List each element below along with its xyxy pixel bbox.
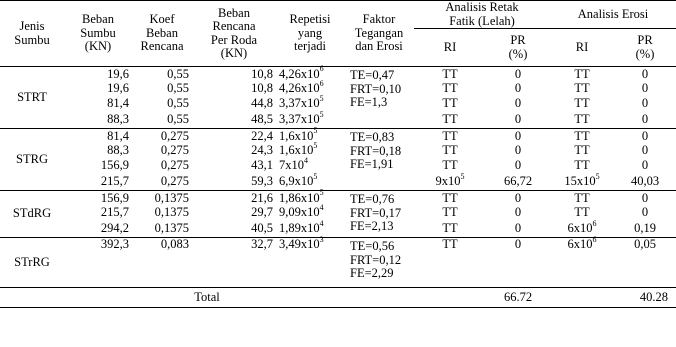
total-pr-retak: 66.72 [503,289,533,304]
total-row [0,288,676,308]
cell-ri-erosi: TT [574,66,590,81]
table-row [0,129,676,144]
cell-beban-sumbu: 81,4 [107,96,129,111]
cell-repetisi: $1,86x10^5$ [279,188,324,205]
cell-ri-retak: TT [442,81,458,96]
cell-pr-retak: 0 [514,190,522,205]
cell-pr-erosi: 0 [641,81,649,96]
cell-koef-beban: 0,55 [167,66,189,81]
cell-beban-sumbu: 156,9 [100,190,129,205]
cell-repetisi: $1,89x10^4$ [279,218,324,235]
cell-ri-retak: TT [442,205,458,220]
cell-beban-sumbu: 392,3 [100,237,129,251]
cell-koef-beban: 0,1375 [154,205,189,220]
cell-koef-beban: 0,55 [167,96,189,111]
cell-koef-beban: 0,1375 [154,190,189,205]
cell-beban-rencana: 29,7 [251,205,273,220]
cell-pr-erosi: 0 [641,143,649,158]
cell-koef-beban: 0,275 [160,158,189,173]
cell-ri-erosi: $6x10^6$ [567,218,597,235]
cell-beban-sumbu: 88,3 [107,143,129,158]
total-empty-ri-retak [414,288,486,308]
cell-beban-rencana: 24,3 [251,143,273,158]
table-row [0,67,676,82]
cell-repetisi: $4,26x10^6$ [279,64,324,81]
cell-ri-erosi: TT [574,81,590,96]
cell-koef-beban: 0,55 [167,112,189,126]
cell-ri-retak: TT [442,66,458,81]
cell-beban-sumbu: 19,6 [107,81,129,96]
cell-beban-rencana: 22,4 [251,128,273,143]
cell-ri-retak: TT [442,190,458,205]
cell-beban-rencana: 21,6 [251,190,273,205]
header-analisis-erosi: Analisis Erosi [550,1,676,29]
cell-pr-erosi: 0 [641,158,649,173]
cell-pr-retak: 0 [514,81,522,96]
cell-pr-retak: 0 [514,205,522,220]
cell-beban-rencana: 44,8 [251,96,273,111]
table-row [0,159,676,174]
cell-repetisi: $9,09x10^4$ [279,203,324,220]
axle-type: STRG [16,151,48,166]
cell-ri-erosi: TT [574,128,590,143]
axle-type: STRT [17,89,47,104]
cell-repetisi: $7x10^4$ [279,156,308,173]
cell-beban-sumbu: 215,7 [100,174,129,188]
cell-beban-sumbu: 294,2 [100,221,129,235]
cell-pr-erosi: 0 [641,128,649,143]
cell-ri-erosi: TT [574,143,590,158]
cell-koef-beban: 0,1375 [154,221,189,235]
cell-ri-erosi: TT [574,205,590,220]
cell-pr-retak: 0 [514,221,522,235]
cell-ri-retak: $9x10^5$ [435,171,465,188]
cell-beban-sumbu: 81,4 [107,128,129,143]
cell-beban-rencana: 32,7 [251,237,273,251]
cell-pr-retak: 0 [514,66,522,81]
total-pr-erosi: 40.28 [639,289,669,304]
total-label: Total [194,289,220,304]
cell-ri-erosi: TT [574,190,590,205]
cell-beban-sumbu: 88,3 [107,112,129,126]
cell-pr-retak: 0 [514,96,522,111]
header-jenis-sumbu: Jenis Sumbu [0,1,64,67]
cell-pr-retak: 0 [514,143,522,158]
cell-repetisi: $6,9x10^5$ [279,171,318,188]
cell-ri-erosi: TT [574,96,590,111]
cell-ri-retak: TT [442,112,458,126]
axle-type: STrRG [14,254,50,269]
cell-beban-rencana: 48,5 [251,112,273,126]
cell-beban-sumbu: 156,9 [100,158,129,173]
header-analisis-retak: Analisis Retak Fatik (Lelah) [414,1,550,29]
cell-ri-retak: TT [442,221,458,235]
cell-ri-erosi: $15x10^5$ [564,171,600,188]
cell-ri-erosi: $6x10^6$ [567,234,597,251]
table-row [0,97,676,112]
cell-faktor: TE=0,47 FRT=0,10 FE=1,3 [350,68,402,109]
header-koef-beban: Koef Beban Rencana [132,1,192,67]
cell-ri-erosi: TT [574,158,590,173]
cell-beban-rencana: 10,8 [251,81,273,96]
header-ri-erosi: RI [575,39,589,54]
cell-pr-retak: 0 [514,112,522,126]
cell-pr-retak: 66,72 [503,174,533,188]
table-row [0,221,676,238]
cell-repetisi: $3,37x10^5$ [279,109,324,126]
cell-ri-retak: TT [442,96,458,111]
cell-pr-erosi: 40,03 [630,174,660,188]
cell-beban-rencana: 40,5 [251,221,273,235]
cell-pr-retak: 0 [514,158,522,173]
cell-pr-retak: 0 [514,237,522,251]
cell-repetisi: $4,26x10^6$ [279,79,324,96]
cell-beban-rencana: 59,3 [251,174,273,188]
table-row [0,191,676,206]
cell-ri-erosi: TT [574,112,590,126]
cell-faktor: TE=0,76 FRT=0,17 FE=2,13 [350,192,402,233]
table-row [0,112,676,129]
axle-type: STdRG [12,206,52,221]
table-body [0,64,676,308]
cell-beban-rencana: 10,8 [251,66,273,81]
cell-beban-sumbu: 215,7 [100,205,129,220]
cell-faktor: TE=0,83 FRT=0,18 FE=1,91 [350,130,402,171]
cell-repetisi: $1,6x10^5$ [279,126,318,143]
header-ri-retak: RI [443,39,457,54]
cell-beban-sumbu: 19,6 [107,66,129,81]
cell-pr-erosi: 0 [641,112,649,126]
header-faktor: Faktor Tegangan dan Erosi [344,1,414,67]
header-repetisi: Repetisi yang terjadi [276,1,344,67]
cell-pr-erosi: 0 [641,66,649,81]
cell-pr-retak: 0 [514,128,522,143]
table-row [0,206,676,221]
table-row [0,144,676,159]
header-beban-rencana: Beban Rencana Per Roda (KN) [192,1,276,67]
header-pr-erosi: PR (%) [635,33,655,61]
table-row [0,82,676,97]
cell-pr-erosi: 0,19 [634,221,656,235]
cell-ri-retak: TT [442,237,458,251]
cell-repetisi: $1,6x10^5$ [279,141,318,158]
cell-koef-beban: 0,083 [160,237,189,251]
header-pr-retak: PR (%) [508,33,528,61]
cell-koef-beban: 0,55 [167,81,189,96]
cell-pr-erosi: 0 [641,205,649,220]
cell-repetisi: $3,49x10^3$ [279,234,324,251]
cell-koef-beban: 0,275 [160,174,189,188]
cell-koef-beban: 0,275 [160,143,189,158]
table-row [0,238,676,288]
cell-pr-erosi: 0,05 [634,237,656,251]
header-beban-sumbu: Beban Sumbu (KN) [64,1,132,67]
table-row [0,174,676,191]
cell-ri-retak: TT [442,158,458,173]
cell-ri-retak: TT [442,128,458,143]
cell-ri-retak: TT [442,143,458,158]
cell-koef-beban: 0,275 [160,128,189,143]
cell-pr-erosi: 0 [641,190,649,205]
cell-repetisi: $3,37x10^5$ [279,94,324,111]
total-empty-ri-erosi [550,288,614,308]
cell-pr-erosi: 0 [641,96,649,111]
cell-faktor: TE=0,56 FRT=0,12 FE=2,29 [350,239,402,280]
cell-beban-rencana: 43,1 [251,158,273,173]
